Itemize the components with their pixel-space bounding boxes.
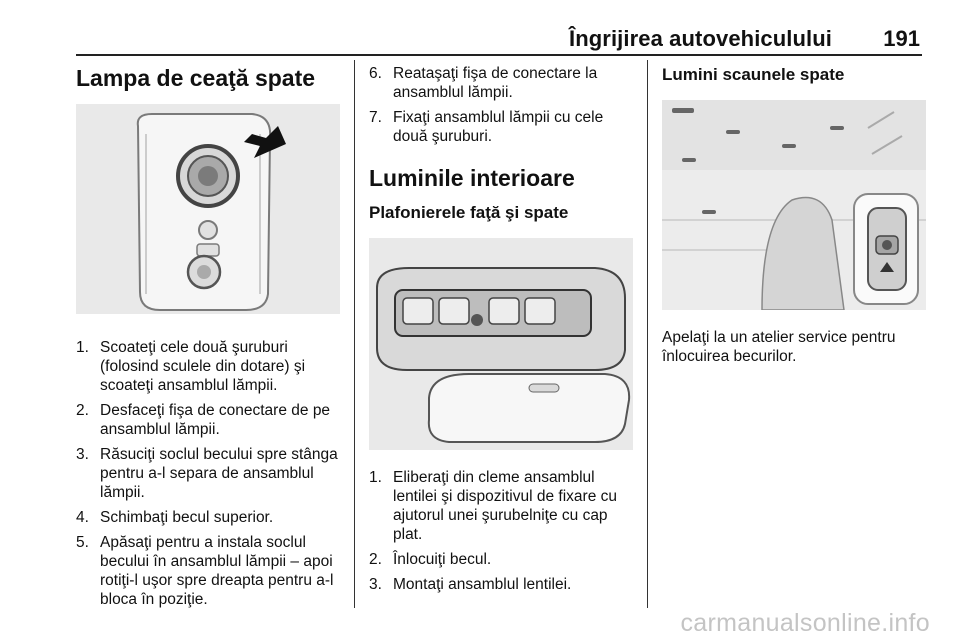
column-divider-1 [354, 60, 355, 608]
middle-column [369, 64, 635, 600]
rear-seat-lights-figure [662, 100, 926, 310]
list-item: 6. Reataşaţi fişa de conectare la ansamblul lămpii. [369, 65, 598, 101]
list-item: 7. Fixaţi ansamblul lămpii cu cele două şuruburi. [369, 109, 604, 145]
list-item: 5. Apăsaţi pentru a instala soclul becului în ansamblul lămpii – apoi rotiţi-l uşor spre dreapta pentru a-l bloca în poziţie. [76, 534, 334, 608]
right-column [662, 64, 928, 366]
list-item: 2. Desfaceţi fişa de conectare de pe ansamblul lămpii. [76, 402, 331, 438]
list-item: 4. Schimbaţi becul superior. [76, 509, 274, 526]
left-steps-list [76, 338, 342, 609]
column-divider-2 [647, 60, 648, 608]
middle-steps-continued [369, 64, 635, 146]
ceiling-light-figure [369, 238, 633, 450]
list-item: 3. Răsuciţi soclul becului spre stânga pentru a-l separa de ansamblul lămpii. [76, 446, 338, 501]
list-item: 1. Eliberaţi din cleme ansamblul lentilei şi dispozitivul de fixare cu ajutorul unei şurubelniţe cu cap plat. [369, 469, 617, 543]
left-column [76, 64, 342, 615]
rear-fog-lamp-illustration [76, 104, 340, 314]
subtitle-rear-seat-lights: Lumini scaunele spate [662, 65, 845, 84]
list-item: 1. Scoateţi cele două şuruburi (folosind sculele din dotare) şi scoateţi ansamblul lămpii. [76, 339, 306, 394]
subtitle-front-rear-ceiling-lights: Plafonierele faţă şi spate [369, 203, 569, 222]
section-title-interior-lights: Luminile interioare [369, 165, 575, 191]
header-title: Îngrijirea autovehiculului [569, 26, 832, 51]
rear-seat-lights-illustration [662, 100, 926, 310]
list-item: 2. Înlocuiţi becul. [369, 551, 492, 568]
watermark: carmanualsonline.info [680, 609, 930, 637]
page-number: 191 [883, 26, 920, 51]
rear-fog-lamp-figure [76, 104, 340, 314]
middle-steps-list [369, 468, 635, 594]
header-rule [76, 54, 922, 56]
rear-seat-lights-paragraph: Apelaţi la un atelier service pentru înlocuirea becurilor. [662, 329, 896, 365]
ceiling-light-illustration [369, 238, 633, 450]
list-item: 3. Montaţi ansamblul lentilei. [369, 576, 572, 593]
section-title-rear-fog-lamp: Lampa de ceaţă spate [76, 65, 316, 91]
